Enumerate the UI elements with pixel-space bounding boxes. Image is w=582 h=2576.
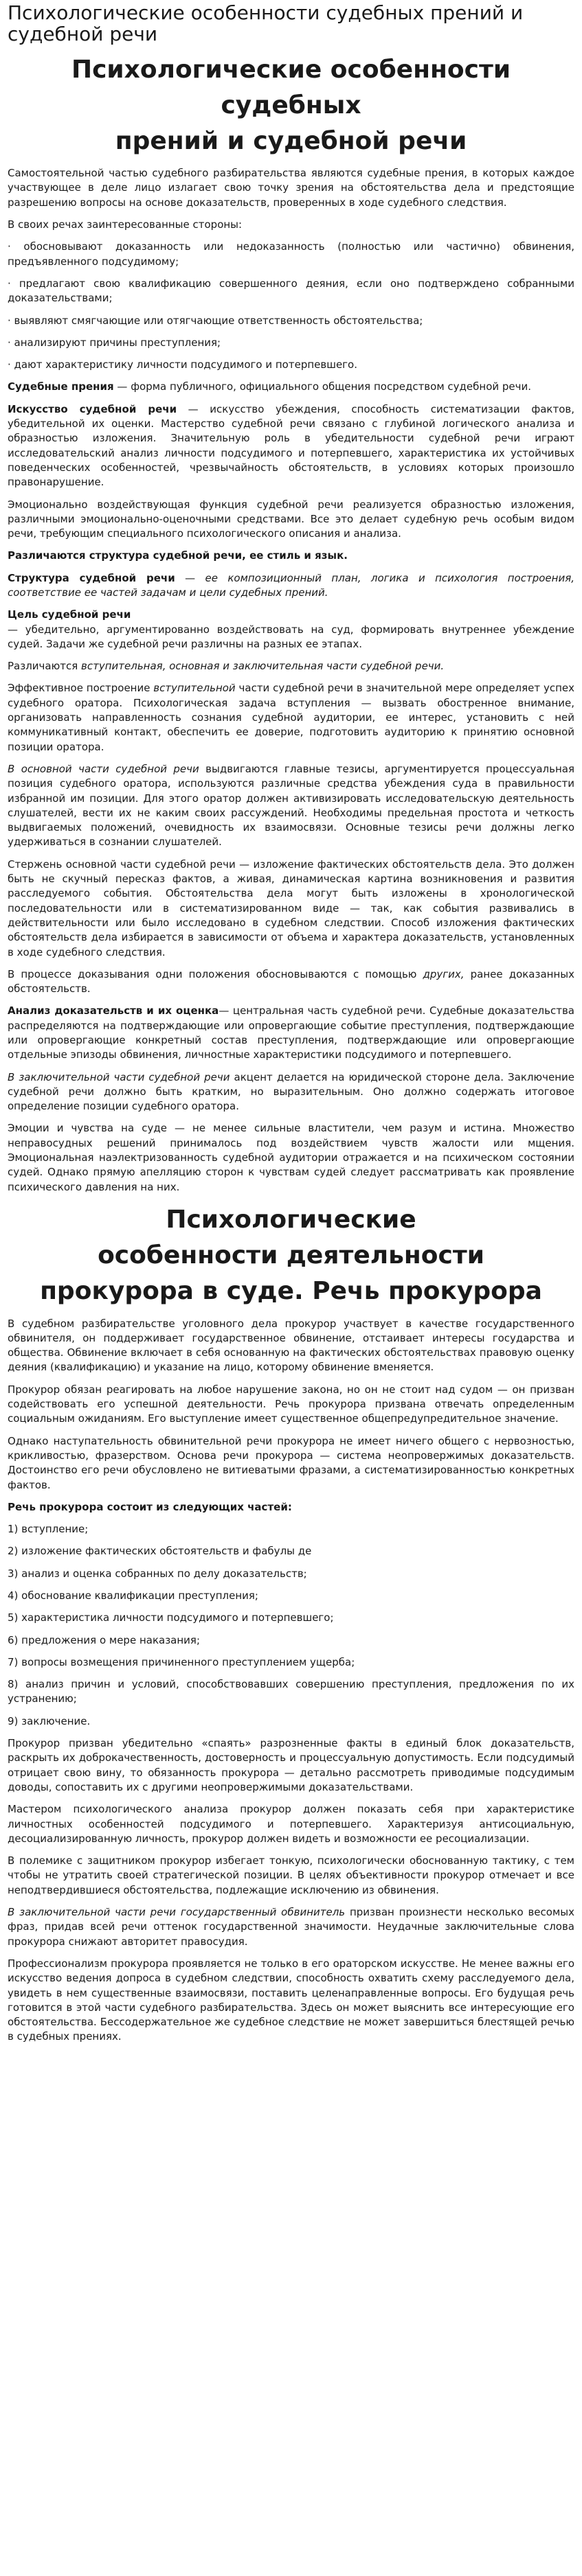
heading-line: Психологические особенности судебных [71,55,511,119]
page-title: Психологические особенности судебных прений и судебной речи [8,1,524,45]
paragraph: Однако наступательность обвинительной речи прокурора не имеет ничего общего с нервозностью, крикливостью, фразерством. Основа речи прокурора — система неопровержимых доказательств. Достоинство его речи обусловлено не витиеватыми фразами, а систематизированностью конкретных фактов. [8,1434,574,1491]
paragraph: Эмоционально воздействующая функция судебной речи реализуется образностью изложения, различными эмоционально-оценочными средствами. Все это делает судебную речь особым видом речи, требующим специального психологического описания и анализа. [8,498,574,540]
list-item: · анализируют причины преступления; [8,336,221,349]
definition-text: — форма публичного, официального общения посредством судебной речи. [113,380,532,393]
paragraph: Прокурор обязан реагировать на любое нарушение закона, но он не стоит над судом — он призван содействовать его успешной деятельности. Речь прокурора призвана отвечать определенным социальным ожиданиям. Его выступление имеет существенное общепредупредительное значение. [8,1383,574,1425]
italic-text: В заключительной части судебной речи [8,1070,230,1083]
section-judicial-debates [8,52,574,1195]
list-item: 6) предложения о мере наказания; [8,1633,201,1646]
paragraph: Стержень основной части судебной речи — изложение фактических обстоятельств дела. Это должен быть не скучный пересказ фактов, а живая, динамическая картина возникновения и развития расследуемого события. Обстоятельства дела могут быть изложены в хронологической последовательности или в систематизированном виде — так, как события развивались в действительности или было исследовано в судебном следствии. Способ изложения фактических обстоятельств дела избирается в зависимости от объема и характера доказательств, установленных в ходе судебного следствия. [8,858,574,958]
italic-text: В заключительной части речи государственный обвинитель [8,1906,346,1919]
italic-text: вступительной [153,682,236,695]
paragraph: В судебном разбирательстве уголовного дела прокурор участвует в качестве государственного обвинителя, он поддерживает государственное обвинение, отстаивает интересы государства и общества. Обвинение включает в себя основанную на фактических обстоятельствах правовую оценку деяния (квалификацию) и указание на лицо, которому обвинение вменяется. [8,1317,574,1374]
paragraph [8,762,574,850]
list-item: 4) обоснование квалификации преступления; [8,1589,258,1602]
list-item: 9) заключение. [8,1714,91,1727]
term: Структура судебной речи [8,571,175,584]
text: В процессе доказывания одни положения обосновываются с помощью [8,967,423,980]
paragraph: Профессионализм прокурора проявляется не только в его ораторском искусстве. Не менее важны его искусство ведения допроса в судебном следствии, способность охватить схему расследуемого дела, увидеть в нем существенные взаимосвязи, поставить целенаправленные вопросы. Его будущая речь готовится в этой части судебного разбирательства. Здесь он может выяснить все интересующие его обстоятельства. Бессодержательное же судебное следствие не может завершиться блестящей речью в судебных прениях. [8,1957,574,2043]
section-prosecutor [8,1202,574,2045]
list-item: · предлагают свою квалификацию совершенного деяния, если оно подтверждено собранными доказательствами; [8,277,574,305]
list-item: · обосновывают доказанность или недоказанность (полностью или частично) обвинения, предъявленного подсудимому; [8,240,574,268]
section-heading [8,1202,574,1310]
italic-text: других, [423,967,465,980]
definition-paragraph [8,571,574,601]
definition-text: — убедительно, аргументированно воздействовать на суд, формировать внутреннее убеждение судей. Задачи же судебной речи различны на разных ее этапах. [8,623,574,650]
list-item: · выявляют смягчающие или отягчающие ответственность обстоятельства; [8,314,423,327]
definition-paragraph [8,380,574,394]
list-item: 2) изложение фактических обстоятельств и фабулы де [8,1545,312,1558]
list-item: 3) анализ и оценка собранных по делу доказательств; [8,1567,307,1580]
paragraph: Мастером психологического анализа прокурор должен показать себя при характеристике личностных особенностей подсудимого и потерпевшего. Характеризуя антисоциальную, десоциализированную личность, прокурор должен видеть и возможности ее ресоциализации. [8,1803,574,1845]
paragraph: Самостоятельной частью судебного разбирательства являются судебные прения, в которых каждое участвующее в деле лицо излагает свою точку зрения на обстоятельства дела и предстоящие разрешению вопросы на основе доказательств, проверенных в ходе судебного следствия. [8,167,574,209]
italic-text: В основной части судебной речи [8,762,199,775]
list-item: 7) вопросы возмещения причиненного преступлением ущерба; [8,1655,355,1668]
paragraph [8,1070,574,1114]
text: акцент делается на юридической стороне дела. Заключение судебной речи должно быть кратким, но выразительным. Оно должно содержать итоговое определение позиции судебного оратора. [8,1070,574,1113]
heading-line: прокурора в суде. Речь прокурора [40,1277,542,1306]
paragraph: Эмоции и чувства на суде — не менее сильные властители, чем разум и истина. Множество неправосудных решений принималось под воздействием чувств жалости или мщения. Эмоциональная наэлектризованность судебной аудитории отражается и на психическом состоянии судей. Однако прямую апелляцию сторон к чувствам судей следует рассматривать как проявление психического давления на них. [8,1122,574,1193]
definition-text: — искусство убеждения, способность систематизации фактов, убедительной их оценки. Мастерство судебной речи связано с глубиной логического анализа и образностью изложения. Значительную роль в убедительности судебной речи играют исследовательский анализ личности подсудимого и потерпевшего, характеристика их устойчивых поведенческих особенностей, чрезвычайность обстоятельств, в условиях которых произошло правонарушение. [8,402,574,489]
text: части судебной речи в значительной мере определяет успех судебного оратора. Психологическая задача вступления — вызвать обостренное внимание, организовать направленность сознания судебной аудитории, ее интерес, установить с ней коммуникативный контакт, обеспечить ее доверие, подготовить аудиторию к принятию основной позиции оратора. [8,682,574,753]
text: Различаются [8,660,82,673]
text: Эффективное построение [8,682,154,695]
definition-text: — центральная часть судебной речи. Судебные доказательства распределяются на подтверждающие или опровергающие событие преступления, подтверждающие или опровергающие конкретный состав преступления, подтверждающие или опровергающие отдельные эпизоды обвинения, личностные характеристики подсудимого и потерпевшего. [8,1004,574,1061]
list-item: 8) анализ причин и условий, способствовавших совершению преступления, предложения по их устранению; [8,1678,574,1705]
heading-line: Психологические [166,1205,416,1234]
paragraph [8,659,574,674]
paragraph: Прокурор призван убедительно «спаять» разрозненные факты в единый блок доказательств, раскрыть их доброкачественность, достоверность и процессуальную допустимость. Если подсудимый отрицает свою вину, то обязанность прокурора — детально рассмотреть приводимые подсудимым доводы, сопоставить их с другими неопровержимыми доказательствами. [8,1737,574,1793]
definition-paragraph [8,608,574,652]
list-item: 1) вступление; [8,1523,89,1536]
heading-line: прений и судебной речи [115,126,467,155]
dash: — [175,571,205,584]
text: ранее доказанных обстоятельств. [8,967,575,996]
paragraph: В своих речах заинтересованные стороны: [8,218,243,231]
definition-paragraph [8,402,574,490]
list-item: 5) характеристика личности подсудимого и потерпевшего; [8,1611,334,1624]
text: призван произнести несколько весомых фраз, придав всей речи оттенок государственной значимости. Неудачные заключительные слова прокурора снижают авторитет правосудия. [8,1906,574,1948]
term: Судебные прения [8,380,114,393]
bold-statement: Различаются структура судебной речи, ее стиль и язык. [8,549,348,562]
italic-text: вступительная, основная и заключительная части судебной речи. [81,660,445,673]
term: Искусство судебной речи [8,402,177,415]
paragraph: В полемике с защитником прокурор избегает тонкую, психологически обоснованную тактику, с тем чтобы не утратить своей стратегической позиции. В целях объективности прокурор отмечает и все неподтвердившиеся обстоятельства, подлежащие исключению из обвинения. [8,1854,574,1896]
heading-line: особенности деятельности [98,1241,484,1270]
paragraph [8,967,574,997]
term: Анализ доказательств и их оценка [8,1004,219,1017]
paragraph [8,681,574,754]
list-heading: Речь прокурора состоит из следующих частей: [8,1500,292,1513]
paragraph [8,1905,574,1949]
list-item: · дают характеристику личности подсудимого и потерпевшего. [8,358,357,371]
paragraph [8,1500,574,1515]
text: выдвигаются главные тезисы, аргументируется процессуальная позиция судебного оратора, используются различные средства убеждения суда в правильности избранной им позиции. Для этого оратор должен активизировать исследовательскую деятельность слушателей, вести их не каким своих рассуждений. Необходимы предельная простота и четкость выдвигаемых положений, очевидность их взаимосвязи. Основные тезисы речи должны легко удерживаться в сознании слушателей. [8,762,574,849]
term: Цель судебной речи [8,608,131,621]
definition-paragraph [8,1004,574,1062]
section-heading [8,52,574,160]
definition-text: ее композиционный план, логика и психология построения, соответствие ее частей задачам и цели судебных прений. [8,571,574,599]
paragraph [8,549,574,563]
